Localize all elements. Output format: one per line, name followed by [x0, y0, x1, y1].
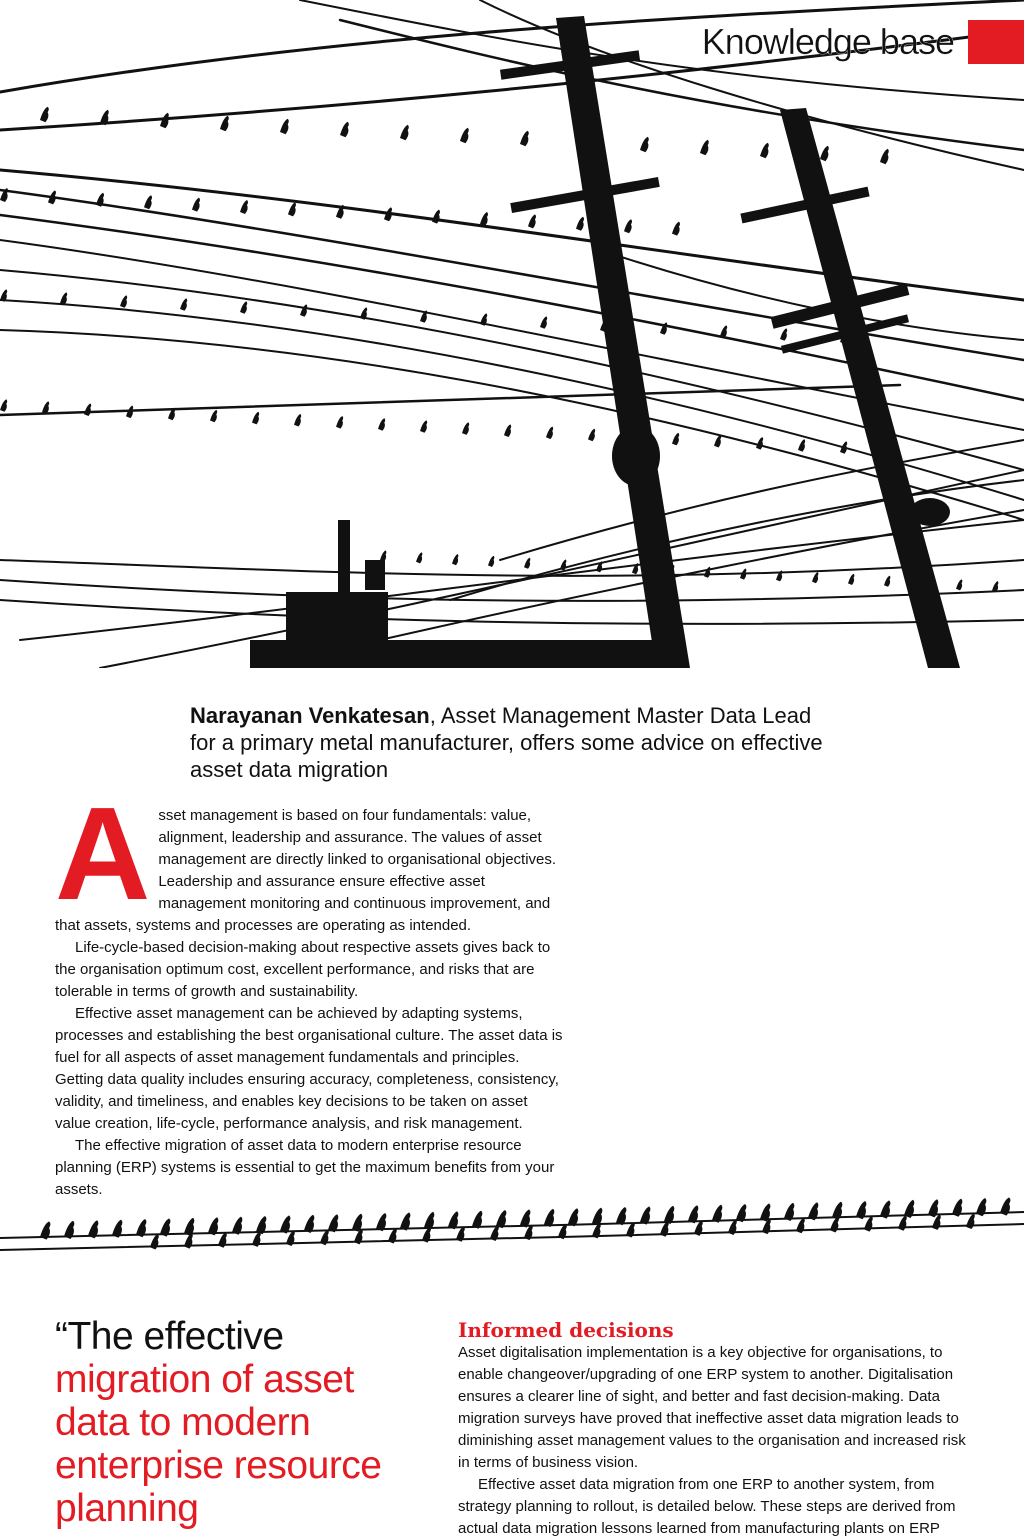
pull-quote	[55, 1315, 435, 1530]
bird-icon	[504, 424, 511, 437]
accent-block	[968, 20, 1024, 64]
bird-icon	[966, 1214, 975, 1229]
bird-icon	[760, 143, 769, 158]
body-column-1	[55, 780, 567, 1201]
bird-icon	[546, 427, 553, 440]
body-paragraph-3: Effective asset management can be achieved by adapting systems, processes and establishing the best organisational culture. The asset data is fuel for all aspects of asset management fundamentals and principles. Getting data quality includes ensuring accuracy, completeness, consistency, validity, and timeliness, and enables key decisions to be taken on asset value creation, life-cycle, performance analysis, and risk management.	[55, 1005, 563, 1132]
bird-icon	[780, 328, 787, 341]
bird-icon	[420, 420, 427, 433]
standfirst-text: , Asset Management Master Data Lead for a primary metal manufacturer, offers some advice on effective asset data migration	[190, 703, 823, 782]
bird-icon	[462, 422, 469, 435]
bird-icon	[956, 579, 962, 590]
bird-icon	[480, 212, 488, 226]
body-column-2	[458, 1318, 978, 1540]
bird-icon	[452, 554, 458, 565]
bird-icon	[700, 140, 709, 155]
bird-icon	[528, 214, 536, 228]
drop-cap: A	[55, 780, 151, 927]
bird-icon	[640, 137, 649, 152]
bird-icon	[240, 301, 247, 314]
bird-icon	[714, 435, 721, 448]
body-paragraph-1-text: sset management is based on four fundamentals: value, alignment, leadership and assurance. The values of asset management are directly linked to organisational objectives. Leadership and assurance ensure effective asset management monitoring and continuous improvement, and that assets, systems and processes are operating as intended.	[55, 807, 557, 934]
bird-icon	[280, 119, 289, 134]
birds-on-wire-icon	[0, 1188, 1024, 1298]
bird-icon	[120, 295, 127, 308]
bird-icon	[880, 149, 889, 164]
bird-icon	[192, 198, 200, 212]
body-paragraph-1	[55, 780, 567, 937]
bird-icon	[180, 298, 187, 311]
pull-quote-lead: “The effective	[55, 1315, 284, 1358]
body-paragraph-2: Life-cycle-based decision-making about respective assets gives back to the organisation optimum cost, excellent performance, and risks that are tolerable in terms of growth and sustainability.	[55, 939, 551, 1000]
body-paragraph-4: The effective migration of asset data to modern enterprise resource planning (ERP) systems is essential to get the maximum benefits from your assets.	[55, 1137, 555, 1198]
bird-icon	[294, 414, 301, 427]
power-lines-birds-icon	[0, 0, 1024, 668]
bird-icon	[820, 146, 829, 161]
bird-icon	[848, 574, 854, 585]
bird-icon	[798, 439, 805, 452]
bird-icon	[378, 418, 385, 431]
bird-icon	[416, 552, 422, 563]
bird-icon	[540, 316, 547, 329]
bird-icon	[524, 558, 530, 569]
bird-icon	[624, 219, 632, 233]
bird-icon	[898, 1215, 907, 1230]
standfirst	[190, 702, 830, 783]
bird-icon	[576, 217, 584, 231]
bird-icon	[704, 567, 710, 578]
bird-icon	[340, 122, 349, 137]
bird-icon	[720, 325, 727, 338]
bird-icon	[210, 410, 217, 423]
author-name: Narayanan Venkatesan	[190, 703, 430, 728]
section-tag	[702, 20, 1024, 64]
bird-icon	[288, 202, 296, 216]
bird-icon	[84, 403, 91, 416]
bird-icon	[460, 128, 469, 143]
bird-icon	[240, 200, 248, 214]
section-paragraph-1: Asset digitalisation implementation is a key objective for organisations, to enable changeover/upgrading of one ERP system to another. Digitalisation ensures a clearer line of sight, and better and fast decision-making. Data migration surveys have proved that ineffective asset data migration leads to diminishing asset management values to the organisation and increased risk in terms of business vision.	[458, 1344, 966, 1471]
section-heading: Informed decisions	[458, 1318, 674, 1342]
bird-icon	[144, 195, 152, 209]
bird-icon	[812, 572, 818, 583]
bird-icon	[220, 116, 229, 131]
bird-icon	[588, 429, 595, 442]
bird-icon	[560, 559, 566, 570]
bird-icon	[884, 576, 890, 587]
section-label: Knowledge base	[701, 21, 954, 62]
bird-icon	[336, 416, 343, 429]
bird-icon	[672, 433, 679, 446]
bird-icon	[0, 399, 7, 412]
bird-icon	[756, 437, 763, 450]
bird-icon	[42, 401, 49, 414]
section-paragraph-2: Effective asset data migration from one ERP to another system, from strategy planning to rollout, is detailed below. These steps are derived from actual data migration lessons learned from manufacturing plants on ERP	[458, 1476, 956, 1537]
bird-icon	[672, 222, 680, 236]
bird-icon	[60, 292, 67, 305]
bird-icon	[400, 125, 409, 140]
bird-icon	[300, 304, 307, 317]
hero-image	[0, 0, 1024, 668]
birds-on-wire-divider	[0, 1188, 1024, 1298]
bird-icon	[520, 131, 529, 146]
bird-icon	[488, 556, 494, 567]
bird-icon	[40, 107, 49, 122]
pull-quote-highlight: migration of asset data to modern enterprise resource planning	[55, 1358, 382, 1530]
bird-icon	[380, 550, 386, 561]
bird-icon	[252, 412, 259, 425]
